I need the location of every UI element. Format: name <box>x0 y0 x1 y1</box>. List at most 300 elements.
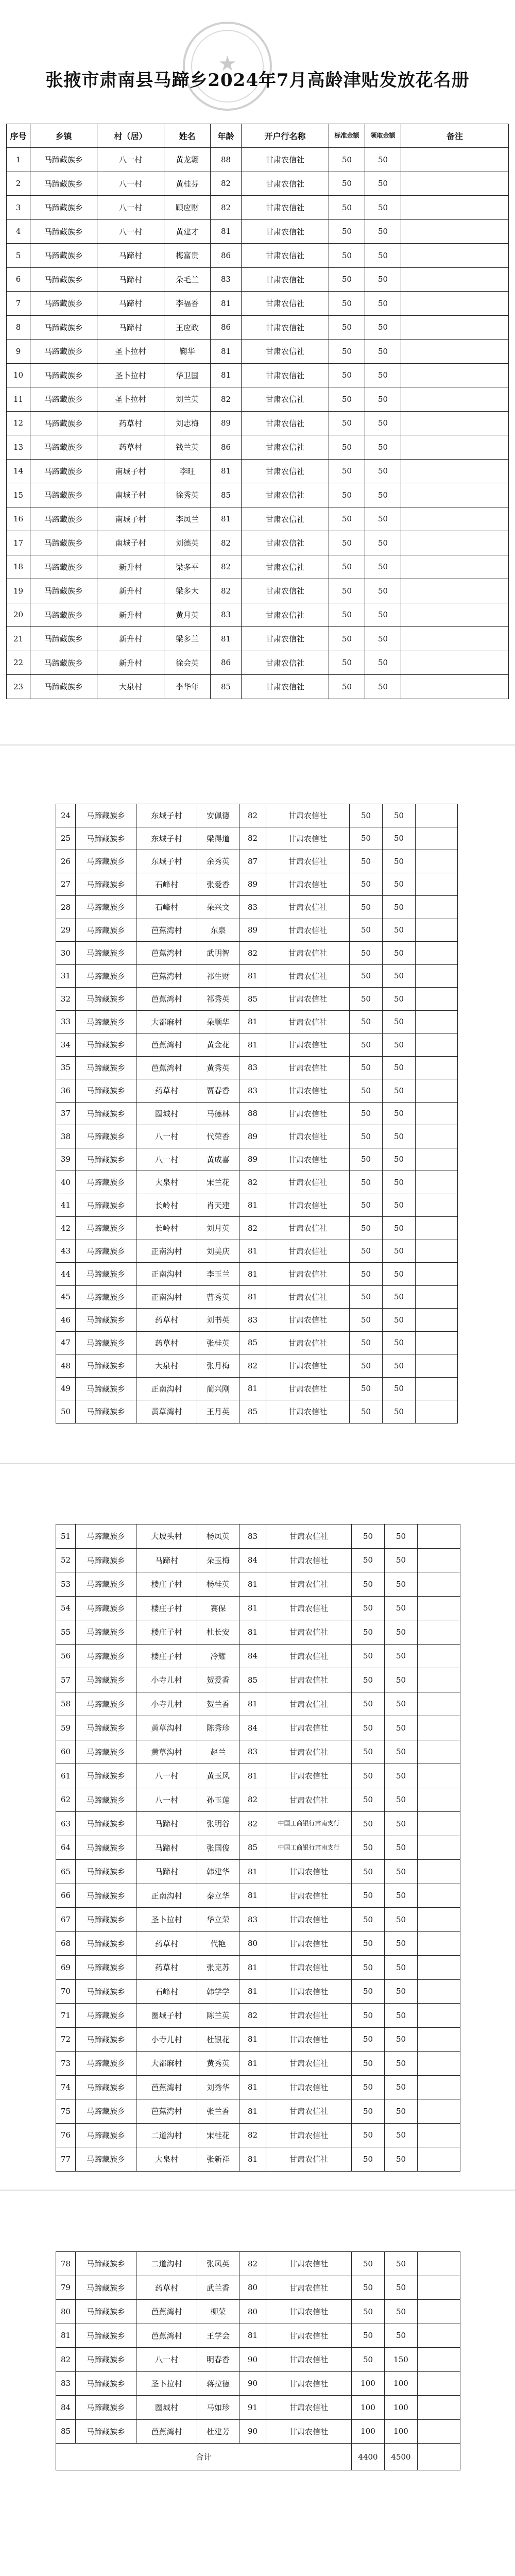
table-row <box>7 292 509 316</box>
row-age: 81 <box>239 2324 266 2348</box>
row-bank: 甘肃农信社 <box>266 1908 352 1932</box>
row-village: 八一村 <box>97 196 164 220</box>
row-index: 19 <box>7 579 30 603</box>
table-row <box>56 1812 460 1836</box>
row-township: 马蹄藏族乡 <box>76 1644 136 1668</box>
row-age: 82 <box>239 1171 266 1194</box>
row-index: 67 <box>56 1908 76 1932</box>
row-standard-amount: 50 <box>329 627 365 651</box>
row-standard-amount: 50 <box>350 1217 383 1240</box>
row-received-amount: 50 <box>383 896 416 919</box>
subsidy-table-page-4 <box>56 2251 460 2470</box>
row-bank: 甘肃农信社 <box>266 1548 352 1572</box>
row-township: 马蹄藏族乡 <box>76 1812 136 1836</box>
row-remarks <box>418 1884 460 1908</box>
row-name: 蔺兴刚 <box>197 1377 239 1400</box>
row-remarks <box>401 411 509 435</box>
table-row <box>56 1125 458 1148</box>
row-village: 芭蕉湾村 <box>136 2324 197 2348</box>
header-standard-amount: 标准金额 <box>329 124 365 148</box>
row-received-amount: 50 <box>383 964 416 988</box>
row-bank: 甘肃农信社 <box>242 363 329 387</box>
row-township: 马蹄藏族乡 <box>30 507 97 531</box>
row-age: 81 <box>239 1572 266 1597</box>
table-row <box>7 219 509 244</box>
row-township: 马蹄藏族乡 <box>76 1171 136 1194</box>
row-index: 50 <box>56 1400 76 1423</box>
row-received-amount: 50 <box>383 942 416 965</box>
row-remarks <box>418 2075 460 2099</box>
row-index: 28 <box>56 896 76 919</box>
row-index: 66 <box>56 1884 76 1908</box>
row-index: 36 <box>56 1079 76 1103</box>
row-index: 41 <box>56 1194 76 1217</box>
row-age: 81 <box>211 363 242 387</box>
row-village: 楼庄子村 <box>136 1572 197 1597</box>
row-received-amount: 50 <box>383 827 416 850</box>
table-row <box>56 2396 460 2420</box>
row-village: 黄草湾村 <box>136 1400 197 1423</box>
row-index: 39 <box>56 1148 76 1171</box>
row-name: 陈秀珍 <box>197 1716 239 1740</box>
table-row <box>56 1596 460 1620</box>
table-row <box>56 2371 460 2396</box>
row-bank: 甘肃农信社 <box>266 2004 352 2028</box>
row-village: 药草村 <box>136 1309 197 1332</box>
row-standard-amount: 50 <box>352 1836 385 1860</box>
row-village: 大泉村 <box>136 1354 197 1378</box>
row-standard-amount: 50 <box>329 435 365 460</box>
row-village: 八一村 <box>136 2348 197 2372</box>
row-bank: 甘肃农信社 <box>242 507 329 531</box>
row-index: 62 <box>56 1788 76 1812</box>
row-bank: 甘肃农信社 <box>266 1285 350 1309</box>
row-standard-amount: 50 <box>350 1240 383 1263</box>
table-row <box>56 1377 458 1400</box>
row-age: 86 <box>211 315 242 340</box>
row-age: 85 <box>211 675 242 699</box>
row-standard-amount: 50 <box>350 1171 383 1194</box>
row-received-amount: 50 <box>365 196 401 220</box>
row-received-amount: 50 <box>383 1033 416 1057</box>
row-bank: 甘肃农信社 <box>266 896 350 919</box>
table-row <box>7 459 509 483</box>
row-remarks <box>416 1377 458 1400</box>
table-row <box>7 483 509 507</box>
row-village: 大都麻村 <box>136 1010 197 1033</box>
row-village: 芭蕉湾村 <box>136 2075 197 2099</box>
row-age: 81 <box>211 219 242 244</box>
row-received-amount: 100 <box>385 2419 418 2444</box>
row-village: 药草村 <box>136 1931 197 1956</box>
row-index: 17 <box>7 531 30 555</box>
row-index: 1 <box>7 148 30 172</box>
row-standard-amount: 50 <box>329 315 365 340</box>
row-age: 85 <box>239 1836 266 1860</box>
row-index: 5 <box>7 244 30 268</box>
row-index: 61 <box>56 1764 76 1788</box>
row-township: 马蹄藏族乡 <box>30 531 97 555</box>
row-received-amount: 50 <box>383 850 416 873</box>
row-remarks <box>416 1400 458 1423</box>
row-township: 马蹄藏族乡 <box>76 1979 136 2004</box>
row-received-amount: 50 <box>385 1572 418 1597</box>
row-village: 新升村 <box>97 651 164 675</box>
row-remarks <box>416 1263 458 1286</box>
row-age: 82 <box>211 387 242 412</box>
row-township: 马蹄藏族乡 <box>76 2075 136 2099</box>
row-village: 石峰村 <box>136 896 197 919</box>
page-divider <box>0 744 515 745</box>
row-township: 马蹄藏族乡 <box>76 1692 136 1716</box>
row-village: 圈城子村 <box>136 2004 197 2028</box>
row-index: 29 <box>56 919 76 942</box>
row-index: 6 <box>7 267 30 292</box>
row-name: 张克苏 <box>197 1956 239 1980</box>
row-remarks <box>418 1740 460 1764</box>
row-standard-amount: 50 <box>350 873 383 896</box>
row-bank: 甘肃农信社 <box>242 531 329 555</box>
table-row <box>56 1331 458 1354</box>
row-received-amount: 50 <box>385 1908 418 1932</box>
row-age: 81 <box>239 1956 266 1980</box>
row-bank: 甘肃农信社 <box>242 651 329 675</box>
row-bank: 甘肃农信社 <box>266 1644 352 1668</box>
row-received-amount: 50 <box>383 988 416 1011</box>
row-name: 鞠华 <box>164 340 211 364</box>
row-standard-amount: 50 <box>352 1979 385 2004</box>
table-row <box>56 1860 460 1884</box>
row-remarks <box>401 627 509 651</box>
row-standard-amount: 50 <box>350 827 383 850</box>
row-remarks <box>416 804 458 827</box>
row-age: 82 <box>239 1788 266 1812</box>
row-township: 马蹄藏族乡 <box>76 2396 136 2420</box>
table-row <box>56 896 458 919</box>
row-township: 马蹄藏族乡 <box>76 1400 136 1423</box>
row-age: 85 <box>211 483 242 507</box>
subsidy-table-page-1 <box>6 124 509 699</box>
table-row <box>56 1692 460 1716</box>
table-row <box>56 2276 460 2300</box>
row-village: 圣卜拉村 <box>97 340 164 364</box>
row-age: 81 <box>239 2027 266 2052</box>
row-index: 33 <box>56 1010 76 1033</box>
row-received-amount: 50 <box>383 1331 416 1354</box>
row-township: 马蹄藏族乡 <box>76 1524 136 1549</box>
row-village: 大坡头村 <box>136 1524 197 1549</box>
table-row <box>56 1931 460 1956</box>
row-remarks <box>416 1285 458 1309</box>
row-bank: 甘肃农信社 <box>266 850 350 873</box>
row-name: 秦立华 <box>197 1884 239 1908</box>
row-township: 马蹄藏族乡 <box>30 219 97 244</box>
row-bank: 甘肃农信社 <box>266 873 350 896</box>
row-township: 马蹄藏族乡 <box>76 942 136 965</box>
row-name: 张桂英 <box>197 1331 239 1354</box>
table-row <box>56 1400 458 1423</box>
table-row <box>56 1309 458 1332</box>
row-index: 24 <box>56 804 76 827</box>
row-remarks <box>418 1764 460 1788</box>
row-standard-amount: 50 <box>352 1764 385 1788</box>
table-row <box>7 196 509 220</box>
row-name: 张兰香 <box>197 2099 239 2124</box>
row-received-amount: 50 <box>365 627 401 651</box>
row-township: 马蹄藏族乡 <box>76 2276 136 2300</box>
table-row <box>56 2123 460 2147</box>
total-row <box>56 2444 460 2470</box>
row-standard-amount: 50 <box>350 1148 383 1171</box>
row-received-amount: 50 <box>385 2324 418 2348</box>
row-standard-amount: 50 <box>350 1102 383 1125</box>
row-name: 梅富贵 <box>164 244 211 268</box>
row-remarks <box>418 2052 460 2076</box>
row-name: 马如珍 <box>197 2396 239 2420</box>
row-village: 新升村 <box>97 603 164 627</box>
row-received-amount: 50 <box>385 2004 418 2028</box>
row-standard-amount: 50 <box>329 219 365 244</box>
row-standard-amount: 50 <box>352 2099 385 2124</box>
row-village: 小寺儿村 <box>136 1668 197 1692</box>
row-index: 42 <box>56 1217 76 1240</box>
row-received-amount: 50 <box>385 2099 418 2124</box>
row-received-amount: 50 <box>365 340 401 364</box>
row-index: 64 <box>56 1836 76 1860</box>
row-bank: 甘肃农信社 <box>242 196 329 220</box>
table-row <box>56 2027 460 2052</box>
row-village: 药草村 <box>136 1079 197 1103</box>
row-name: 张凤英 <box>197 2252 239 2276</box>
total-standard-amount: 4400 <box>352 2444 385 2470</box>
row-name: 贺爱香 <box>197 1668 239 1692</box>
row-index: 9 <box>7 340 30 364</box>
table-row <box>56 1033 458 1057</box>
row-remarks <box>416 988 458 1011</box>
row-age: 81 <box>239 2052 266 2076</box>
row-age: 91 <box>239 2396 266 2420</box>
row-received-amount: 50 <box>385 2052 418 2076</box>
row-remarks <box>418 1644 460 1668</box>
table-row <box>7 531 509 555</box>
row-village: 小寺儿村 <box>136 1692 197 1716</box>
row-age: 83 <box>239 1524 266 1549</box>
row-township: 马蹄藏族乡 <box>30 292 97 316</box>
row-standard-amount: 50 <box>350 1354 383 1378</box>
row-received-amount: 50 <box>383 1079 416 1103</box>
row-name: 张月梅 <box>197 1354 239 1378</box>
row-name: 安佩德 <box>197 804 239 827</box>
table-row <box>56 2300 460 2324</box>
row-name: 杜银花 <box>197 2027 239 2052</box>
row-village: 东城子村 <box>136 827 197 850</box>
row-name: 黄秀英 <box>197 1056 239 1079</box>
table-row <box>7 579 509 603</box>
row-received-amount: 50 <box>385 2147 418 2172</box>
row-name: 杨凤英 <box>197 1524 239 1549</box>
row-received-amount: 50 <box>365 219 401 244</box>
row-remarks <box>418 1979 460 2004</box>
row-age: 82 <box>211 172 242 196</box>
row-standard-amount: 50 <box>352 1812 385 1836</box>
row-received-amount: 50 <box>365 675 401 699</box>
row-standard-amount: 50 <box>350 1010 383 1033</box>
row-remarks <box>418 1692 460 1716</box>
row-township: 马蹄藏族乡 <box>76 1354 136 1378</box>
row-township: 马蹄藏族乡 <box>30 627 97 651</box>
row-township: 马蹄藏族乡 <box>76 919 136 942</box>
row-name: 东泉 <box>197 919 239 942</box>
row-name: 余秀英 <box>197 850 239 873</box>
row-name: 王月英 <box>197 1400 239 1423</box>
row-standard-amount: 50 <box>352 2075 385 2099</box>
row-village: 圣卜拉村 <box>97 387 164 412</box>
row-remarks <box>418 2276 460 2300</box>
row-received-amount: 50 <box>383 1148 416 1171</box>
row-bank: 甘肃农信社 <box>266 827 350 850</box>
row-remarks <box>401 363 509 387</box>
row-name: 刘秀华 <box>197 2075 239 2099</box>
row-received-amount: 50 <box>365 315 401 340</box>
table-row <box>56 1194 458 1217</box>
row-standard-amount: 50 <box>352 2123 385 2147</box>
row-bank: 甘肃农信社 <box>266 2396 352 2420</box>
seal-star-icon: ★ <box>218 52 237 76</box>
row-received-amount: 50 <box>383 1056 416 1079</box>
row-remarks <box>416 873 458 896</box>
row-name: 梁多兰 <box>164 627 211 651</box>
row-township: 马蹄藏族乡 <box>76 827 136 850</box>
row-index: 8 <box>7 315 30 340</box>
row-age: 85 <box>239 1668 266 1692</box>
row-bank: 甘肃农信社 <box>266 1309 350 1332</box>
row-index: 21 <box>7 627 30 651</box>
table-row <box>56 1148 458 1171</box>
table-row <box>56 2075 460 2099</box>
row-received-amount: 50 <box>365 148 401 172</box>
row-remarks <box>401 507 509 531</box>
row-received-amount: 50 <box>385 1931 418 1956</box>
row-bank: 甘肃农信社 <box>266 2147 352 2172</box>
row-remarks <box>401 219 509 244</box>
row-township: 马蹄藏族乡 <box>30 340 97 364</box>
row-village: 马蹄村 <box>136 1812 197 1836</box>
row-remarks <box>418 1788 460 1812</box>
row-standard-amount: 50 <box>350 1331 383 1354</box>
table-row <box>56 1548 460 1572</box>
row-bank: 甘肃农信社 <box>266 1056 350 1079</box>
row-bank: 甘肃农信社 <box>266 1620 352 1645</box>
row-index: 56 <box>56 1644 76 1668</box>
row-township: 马蹄藏族乡 <box>76 2052 136 2076</box>
total-label: 合计 <box>56 2444 352 2470</box>
row-township: 马蹄藏族乡 <box>76 1788 136 1812</box>
row-index: 77 <box>56 2147 76 2172</box>
table-row <box>56 1956 460 1980</box>
row-remarks <box>401 651 509 675</box>
row-age: 82 <box>239 942 266 965</box>
row-remarks <box>401 387 509 412</box>
row-age: 83 <box>239 1908 266 1932</box>
row-name: 武明智 <box>197 942 239 965</box>
row-name: 黄金花 <box>197 1033 239 1057</box>
row-index: 57 <box>56 1668 76 1692</box>
row-township: 马蹄藏族乡 <box>76 2099 136 2124</box>
row-name: 朵玉梅 <box>197 1548 239 1572</box>
row-index: 4 <box>7 219 30 244</box>
table-row <box>56 919 458 942</box>
row-name: 马德林 <box>197 1102 239 1125</box>
row-bank: 甘肃农信社 <box>266 1692 352 1716</box>
row-standard-amount: 50 <box>350 1285 383 1309</box>
row-received-amount: 50 <box>383 1377 416 1400</box>
row-remarks <box>401 483 509 507</box>
row-bank: 甘肃农信社 <box>242 267 329 292</box>
table-row <box>56 827 458 850</box>
table-row <box>56 2252 460 2276</box>
row-township: 马蹄藏族乡 <box>76 1740 136 1764</box>
row-village: 新升村 <box>97 579 164 603</box>
row-standard-amount: 50 <box>352 1668 385 1692</box>
row-remarks <box>416 1079 458 1103</box>
row-township: 马蹄藏族乡 <box>30 675 97 699</box>
row-standard-amount: 50 <box>352 2252 385 2276</box>
row-index: 16 <box>7 507 30 531</box>
row-received-amount: 50 <box>365 435 401 460</box>
row-remarks <box>416 1171 458 1194</box>
row-standard-amount: 50 <box>352 1788 385 1812</box>
row-bank: 甘肃农信社 <box>266 1931 352 1956</box>
row-received-amount: 50 <box>383 1354 416 1378</box>
row-age: 81 <box>239 1860 266 1884</box>
row-township: 马蹄藏族乡 <box>76 1309 136 1332</box>
row-age: 83 <box>239 1309 266 1332</box>
subsidy-table-page-2 <box>56 804 458 1423</box>
row-remarks <box>401 579 509 603</box>
table-row <box>56 1716 460 1740</box>
row-index: 65 <box>56 1860 76 1884</box>
row-received-amount: 50 <box>385 1788 418 1812</box>
row-standard-amount: 50 <box>350 1079 383 1103</box>
row-remarks <box>401 340 509 364</box>
row-village: 新升村 <box>97 627 164 651</box>
row-name: 黄成喜 <box>197 1148 239 1171</box>
row-age: 86 <box>211 651 242 675</box>
row-remarks <box>401 435 509 460</box>
table-row <box>7 555 509 579</box>
row-standard-amount: 50 <box>350 804 383 827</box>
row-village: 马蹄村 <box>97 244 164 268</box>
row-bank: 甘肃农信社 <box>266 1572 352 1597</box>
row-name: 冷耀 <box>197 1644 239 1668</box>
row-standard-amount: 50 <box>350 1377 383 1400</box>
row-remarks <box>416 1033 458 1057</box>
row-age: 90 <box>239 2419 266 2444</box>
row-village: 芭蕉湾村 <box>136 942 197 965</box>
row-standard-amount: 50 <box>329 148 365 172</box>
row-received-amount: 50 <box>385 1548 418 1572</box>
row-township: 马蹄藏族乡 <box>76 2371 136 2396</box>
table-row <box>56 1263 458 1286</box>
row-village: 大泉村 <box>136 1171 197 1194</box>
row-received-amount: 50 <box>385 1716 418 1740</box>
row-township: 马蹄藏族乡 <box>30 148 97 172</box>
row-age: 81 <box>211 459 242 483</box>
row-bank: 甘肃农信社 <box>266 2075 352 2099</box>
row-standard-amount: 50 <box>329 363 365 387</box>
row-index: 83 <box>56 2371 76 2396</box>
row-age: 81 <box>211 507 242 531</box>
